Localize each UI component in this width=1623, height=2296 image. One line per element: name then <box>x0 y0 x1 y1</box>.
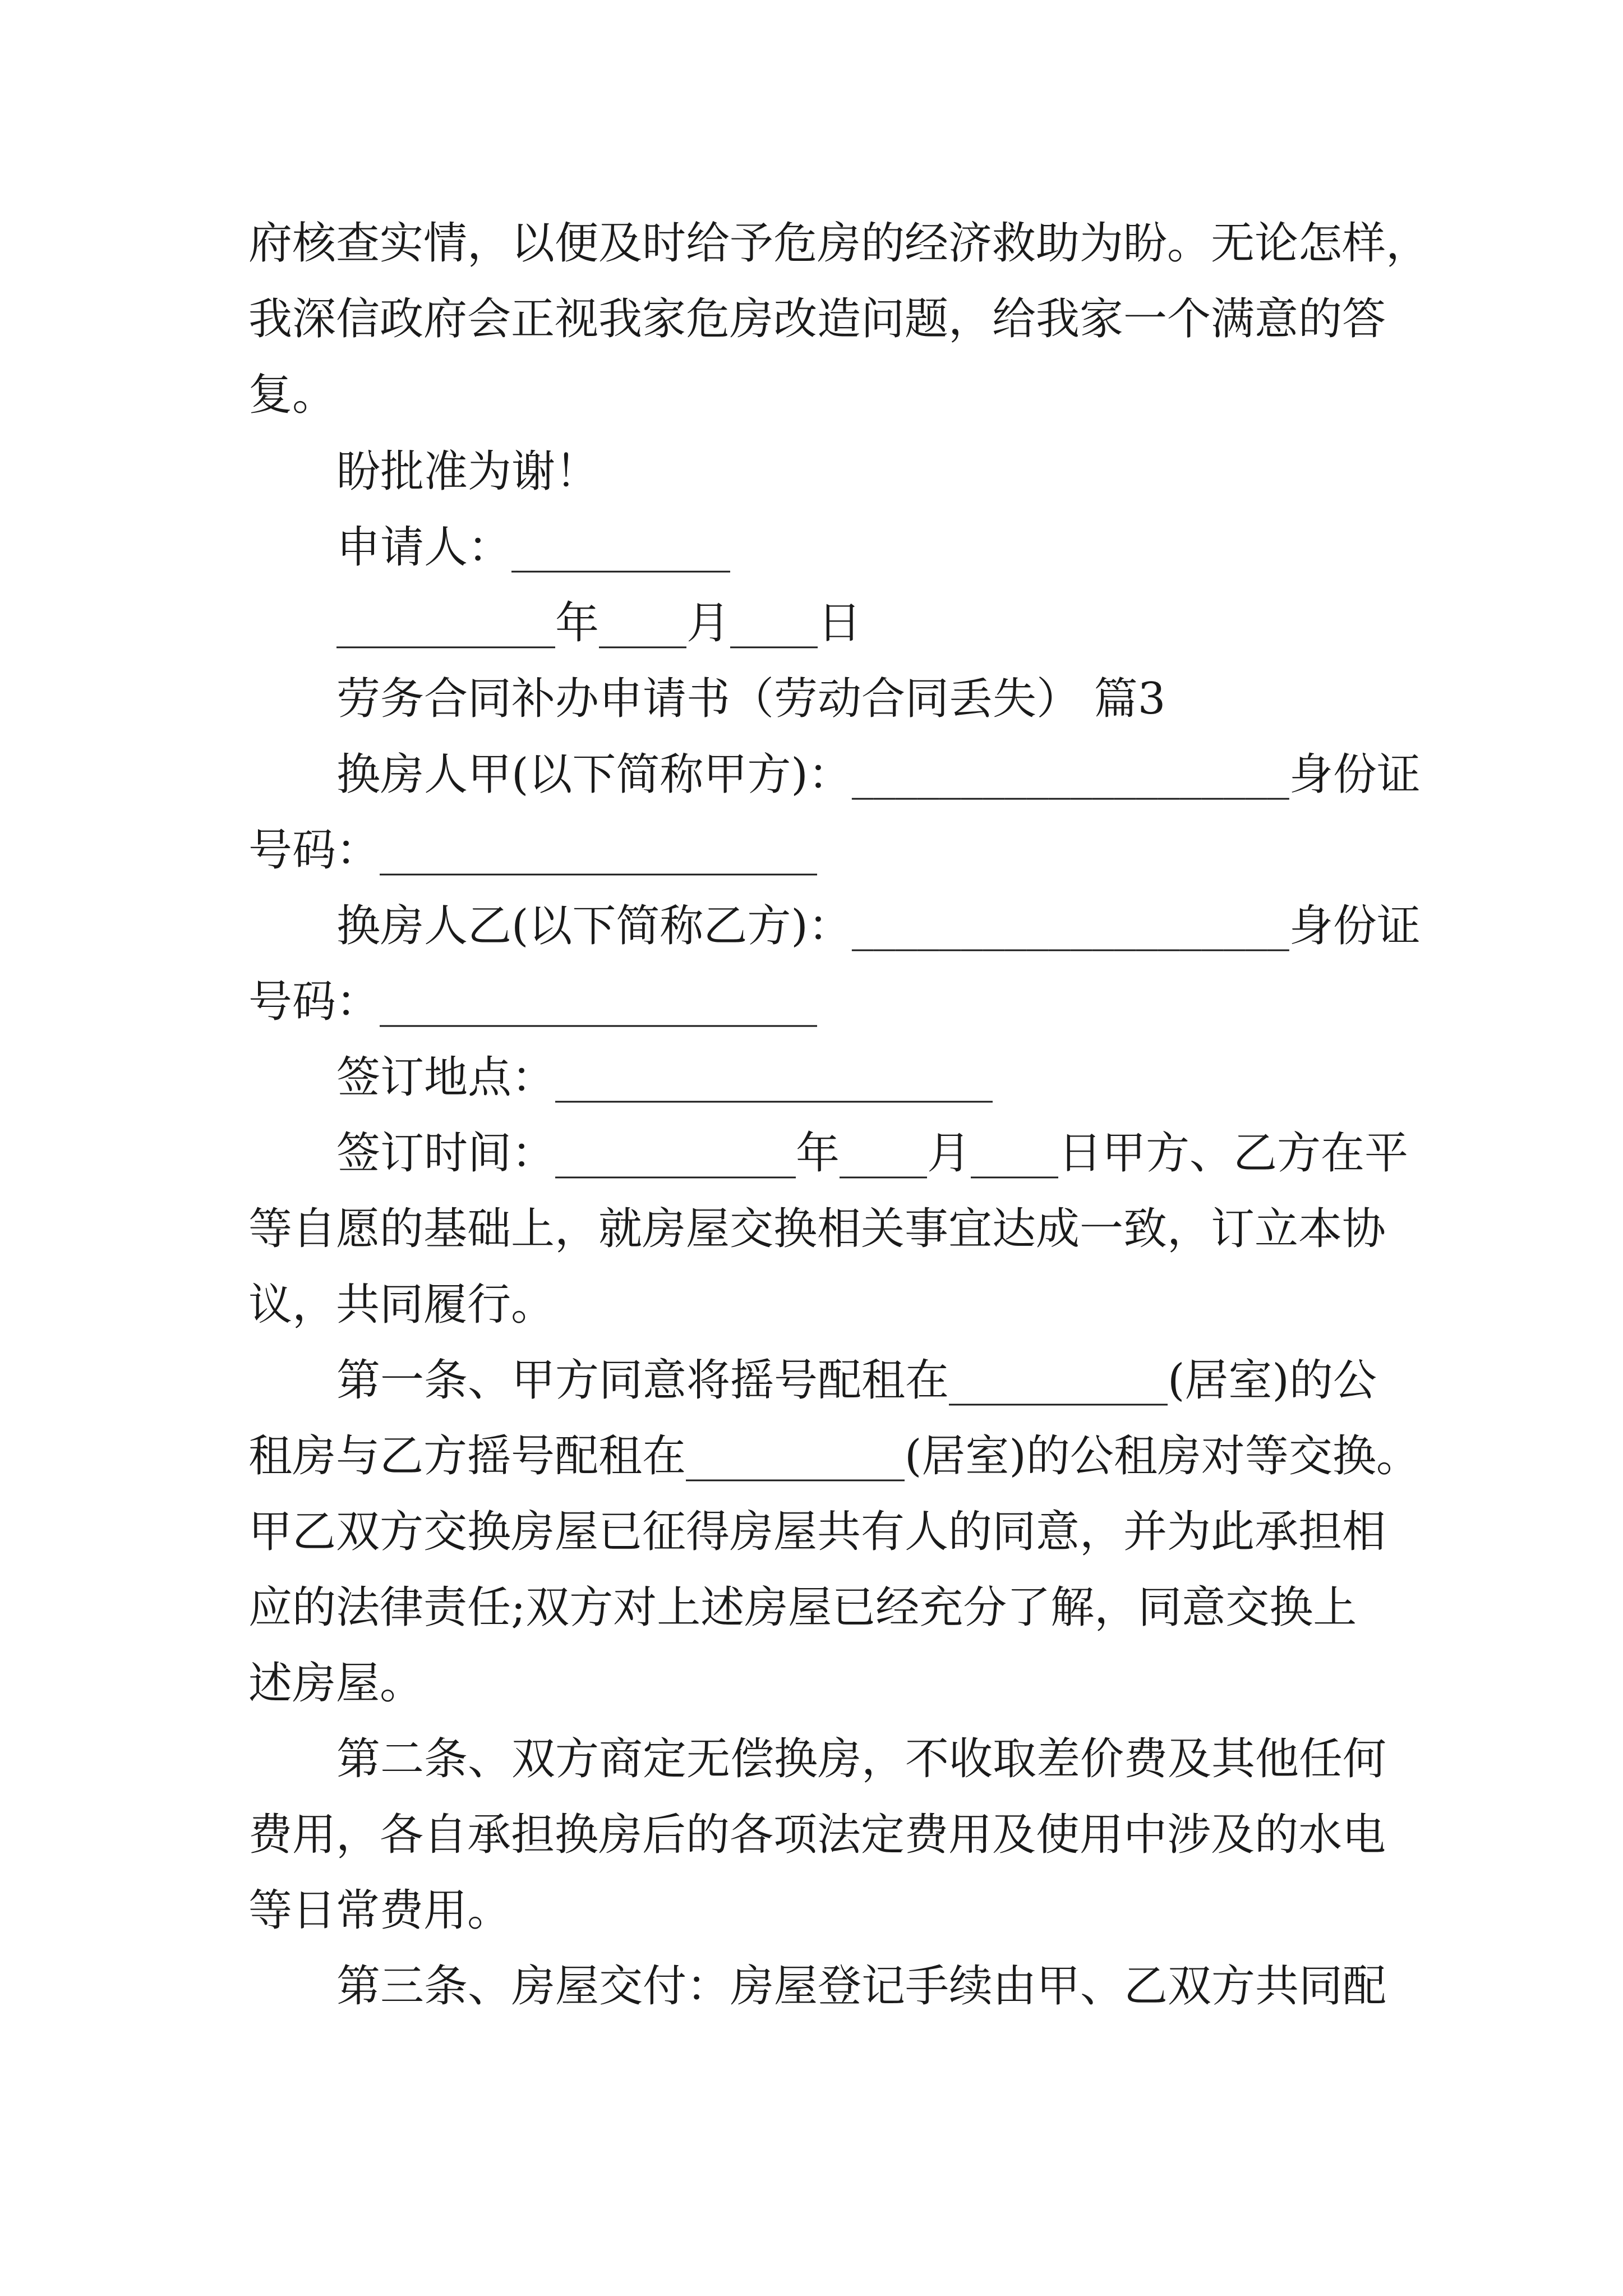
text-line: 议，共同履行。 <box>248 1280 555 1330</box>
section-heading: 劳务合同补办申请书（劳动合同丢失） 篇3 <box>336 674 1166 724</box>
text-line: 第二条、双方商定无偿换房，不收取差价费及其他任何 <box>336 1734 1387 1784</box>
text-line: 盼批准为谢！ <box>336 447 600 497</box>
text-line: 号码：____________________ <box>248 825 818 876</box>
text-line: 述房屋。 <box>248 1658 424 1709</box>
text-line: 号码：____________________ <box>248 977 818 1027</box>
text-line: 签订时间：___________年____月____日甲方、乙方在平 <box>336 1128 1409 1179</box>
text-line: 府核查实情，以便及时给予危房的经济救助为盼。无论怎样， <box>248 218 1430 269</box>
text-line: 换房人甲(以下简称甲方)：____________________身份证 <box>336 749 1421 800</box>
text-line: __________年____月____日 <box>336 598 862 648</box>
text-line: 复。 <box>248 370 336 420</box>
text-line: 第一条、甲方同意将摇号配租在__________(居室)的公 <box>336 1355 1377 1406</box>
text-line: 应的法律责任;双方对上述房屋已经充分了解，同意交换上 <box>248 1582 1357 1633</box>
text-line: 等自愿的基础上，就房屋交换相关事宜达成一致，订立本协 <box>248 1204 1386 1254</box>
text-line: 甲乙双方交换房屋已征得房屋共有人的同意，并为此承担相 <box>248 1507 1386 1557</box>
text-line: 换房人乙(以下简称乙方)：____________________身份证 <box>336 901 1421 951</box>
text-line: 我深信政府会正视我家危房改造问题，给我家一个满意的答 <box>248 294 1386 344</box>
text-line: 租房与乙方摇号配租在__________(居室)的公租房对等交换。 <box>248 1431 1420 1481</box>
text-line: 费用，各自承担换房后的各项法定费用及使用中涉及的水电 <box>248 1810 1386 1860</box>
text-line: 签订地点：____________________ <box>336 1052 993 1103</box>
text-line: 第三条、房屋交付：房屋登记手续由甲、乙双方共同配 <box>336 1961 1387 2012</box>
text-line: 申请人：__________ <box>336 522 731 573</box>
text-line: 等日常费用。 <box>248 1885 511 1936</box>
